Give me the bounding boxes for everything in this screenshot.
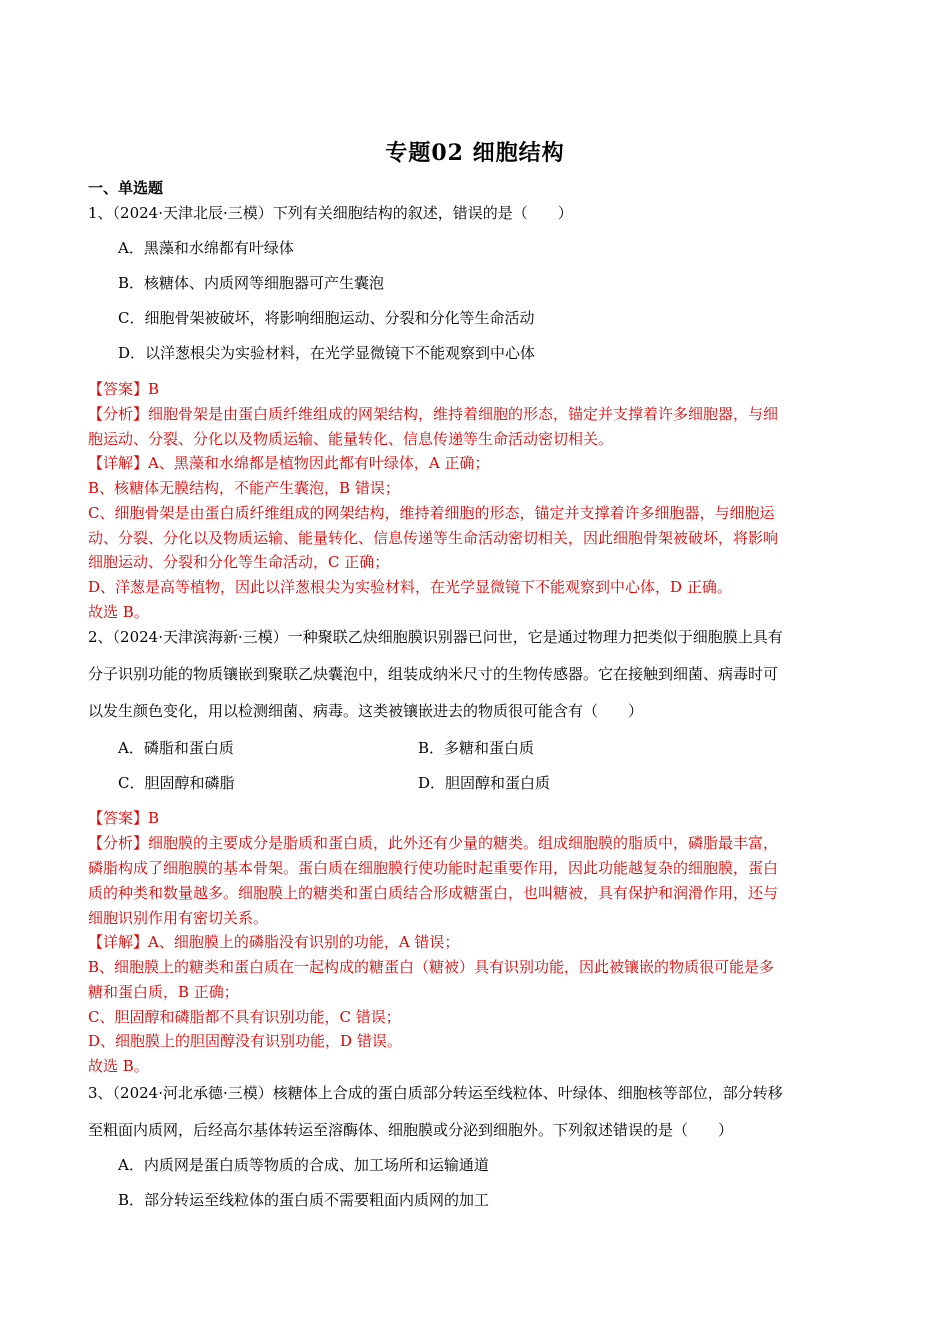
q2-detail-line: C、胆固醇和磷脂都不具有识别功能，C 错误；: [88, 1008, 401, 1026]
q1-analysis-line: 胞运动、分裂、分化以及物质运输、能量转化、信息传递等生命活动密切相关。: [88, 430, 614, 448]
q2-stem-line: 分子识别功能的物质镶嵌到聚联乙炔囊泡中，组装成纳米尺寸的生物传感器。它在接触到细菌、病毒时可: [88, 665, 779, 683]
q3-stem-line: 至粗面内质网，后经高尔基体转运至溶酶体、细胞膜或分泌到细胞外。下列叙述错误的是（ ）: [88, 1121, 734, 1139]
q1-detail-line: C、细胞骨架是由蛋白质纤维组成的网架结构，维持着细胞的形态，锚定并支撑着许多细胞器，与细胞运: [88, 504, 775, 522]
q1-option-a: A．黑藻和水绵都有叶绿体: [118, 239, 294, 257]
page-title: 专题02 细胞结构: [385, 140, 565, 166]
q1-detail-line: 动、分裂、分化以及物质运输、能量转化、信息传递等生命活动密切相关，因此细胞骨架被破坏，将影响: [88, 529, 779, 547]
q2-stem-line: 2、（2024·天津滨海新·三模）一种聚联乙炔细胞膜识别器已问世，它是通过物理力把类似于细胞膜上具有: [88, 628, 783, 646]
q1-analysis-line: 【分析】细胞骨架是由蛋白质纤维组成的网架结构，维持着细胞的形态，锚定并支撑着许多细胞器，与细: [88, 405, 779, 423]
q3-option-b: B．部分转运至线粒体的蛋白质不需要粗面内质网的加工: [118, 1191, 490, 1209]
q2-detail-line: D、细胞膜上的胆固醇没有识别功能，D 错误。: [88, 1032, 402, 1050]
q2-detail-line: 糖和蛋白质，B 正确；: [88, 983, 239, 1001]
q2-analysis-line: 细胞识别作用有密切关系。: [88, 909, 269, 927]
q1-detail-line: 【详解】A、黑藻和水绵都是植物因此都有叶绿体，A 正确；: [88, 454, 490, 472]
q1-answer: 【答案】B: [88, 380, 160, 398]
q2-stem-line: 以发生颜色变化，用以检测细菌、病毒。这类被镶嵌进去的物质很可能含有（ ）: [88, 702, 644, 720]
q1-option-c: C．细胞骨架被破坏，将影响细胞运动、分裂和分化等生命活动: [118, 309, 535, 327]
q1-detail-line: 细胞运动、分裂和分化等生命活动，C 正确；: [88, 553, 390, 571]
q1-conclusion: 故选 B。: [88, 603, 149, 621]
q1-stem: 1、（2024·天津北辰·三模）下列有关细胞结构的叙述，错误的是（ ）: [88, 204, 573, 222]
q1-detail-line: D、洋葱是高等植物，因此以洋葱根尖为实验材料，在光学显微镜下不能观察到中心体，D 正确。: [88, 578, 732, 596]
q2-answer: 【答案】B: [88, 809, 160, 827]
q2-option-d: D．胆固醇和蛋白质: [418, 774, 551, 792]
q2-analysis-line: 磷脂构成了细胞膜的基本骨架。蛋白质在细胞膜行使功能时起重要作用，因此功能越复杂的细胞膜，蛋白: [88, 859, 779, 877]
q2-detail-line: 【详解】A、细胞膜上的磷脂没有识别的功能，A 错误；: [88, 933, 460, 951]
q3-stem-line: 3、（2024·河北承德·三模）核糖体上合成的蛋白质部分转运至线粒体、叶绿体、细胞核等部位，部分转移: [88, 1084, 783, 1102]
q2-option-b: B．多糖和蛋白质: [418, 739, 535, 757]
section-heading: 一、单选题: [88, 179, 164, 197]
q1-option-d: D．以洋葱根尖为实验材料，在光学显微镜下不能观察到中心体: [118, 344, 536, 362]
q2-option-a: A．磷脂和蛋白质: [118, 739, 234, 757]
q2-analysis-line: 质的种类和数量越多。细胞膜上的糖类和蛋白质结合形成糖蛋白，也叫糖被，具有保护和润滑作用，还与: [88, 884, 779, 902]
q1-detail-line: B、核糖体无膜结构，不能产生囊泡，B 错误；: [88, 479, 400, 497]
q1-option-b: B．核糖体、内质网等细胞器可产生囊泡: [118, 274, 385, 292]
q3-option-a: A．内质网是蛋白质等物质的合成、加工场所和运输通道: [118, 1156, 489, 1174]
q2-detail-line: B、细胞膜上的糖类和蛋白质在一起构成的糖蛋白（糖被）具有识别功能，因此被镶嵌的物质很可能是多: [88, 958, 775, 976]
q2-analysis-line: 【分析】细胞膜的主要成分是脂质和蛋白质，此外还有少量的糖类。组成细胞膜的脂质中，磷脂最丰富，: [88, 834, 779, 852]
q2-option-c: C．胆固醇和磷脂: [118, 774, 235, 792]
q2-conclusion: 故选 B。: [88, 1057, 149, 1075]
